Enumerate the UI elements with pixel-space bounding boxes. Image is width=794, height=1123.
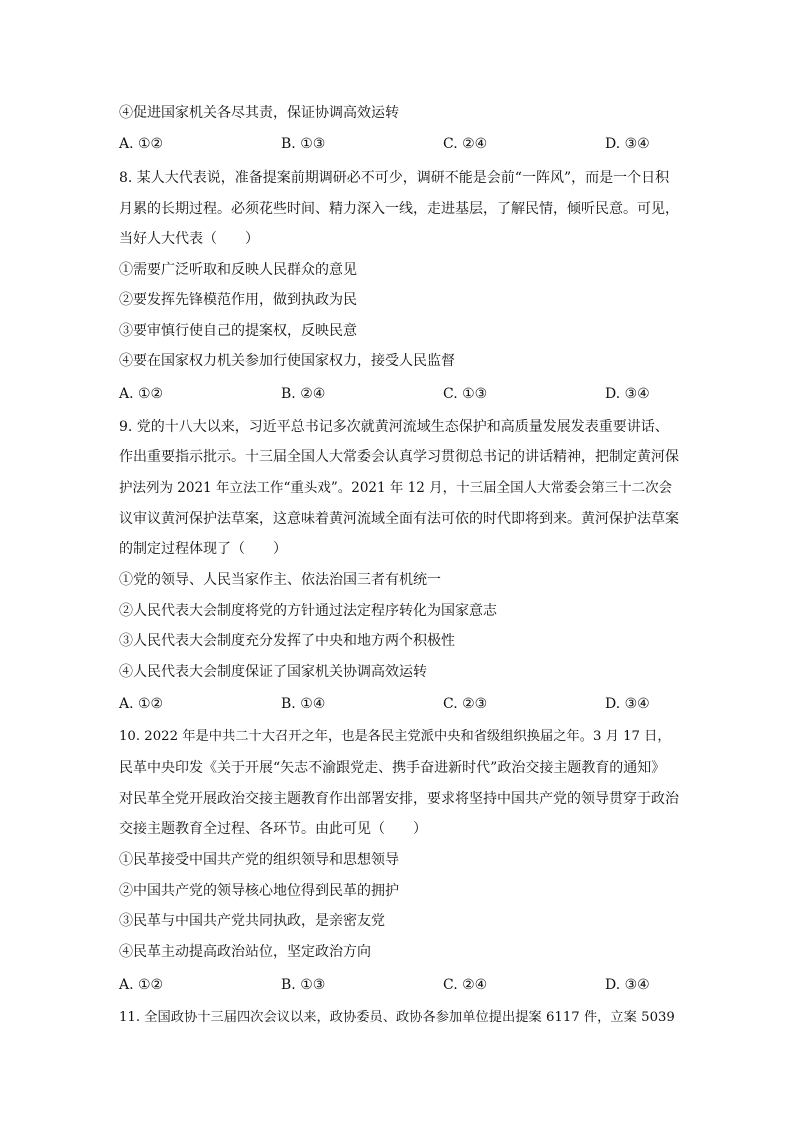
q11-stem-line-1: 11. 全国政协十三届四次会议以来，政协委员、政协各参加单位提出提案 6117 件，立案 5039 bbox=[119, 1010, 675, 1025]
q8-option-b: B. ②④ bbox=[281, 386, 326, 402]
q10-stem-line-4: 交接主题教育全过程、各环节。由此可见（ ） bbox=[119, 821, 427, 837]
q7-option-c: C. ②④ bbox=[443, 136, 488, 152]
q7-choice-4: ④促进国家机关各尽其责，保证协调高效运转 bbox=[119, 105, 399, 121]
q10-choice-2: ②中国共产党的领导核心地位得到民革的拥护 bbox=[119, 883, 399, 899]
q10-choice-1: ①民革接受中国共产党的组织领导和思想领导 bbox=[119, 852, 399, 868]
q8-choice-3: ③要审慎行使自己的提案权，反映民意 bbox=[119, 323, 357, 339]
q7-options bbox=[119, 134, 679, 154]
q10-choice-3: ③民革与中国共产党共同执政，是亲密友党 bbox=[119, 913, 385, 929]
q8-stem-line-1: 8. 某人大代表说，准备提案前期调研必不可少，调研不能是会前“一阵风”，而是一个日积 bbox=[119, 170, 670, 186]
q9-option-b: B. ①④ bbox=[281, 696, 326, 712]
q9-choice-3: ③人民代表大会制度充分发挥了中央和地方两个积极性 bbox=[119, 633, 455, 649]
q9-stem-line-5: 的制定过程体现了（ ） bbox=[119, 541, 287, 557]
q8-option-c: C. ①③ bbox=[443, 386, 488, 402]
q9-option-a: A. ①② bbox=[119, 696, 164, 712]
q10-stem-line-3: 对民革全党开展政治交接主题教育作出部署安排，要求将坚持中国共产党的领导贯穿于政治 bbox=[119, 791, 679, 807]
q9-stem-line-2: 作出重要指示批示。十三届全国人大常委会认真学习贯彻总书记的讲话精神，把制定黄河保 bbox=[119, 449, 679, 465]
q8-option-d: D. ③④ bbox=[605, 386, 650, 402]
q10-option-b: B. ①③ bbox=[281, 977, 326, 993]
q9-choice-1: ①党的领导、人民当家作主、依法治国三者有机统一 bbox=[119, 572, 441, 588]
q9-choice-2: ②人民代表大会制度将党的方针通过法定程序转化为国家意志 bbox=[119, 603, 497, 619]
q10-option-d: D. ③④ bbox=[605, 977, 650, 993]
q10-choice-4: ④民革主动提高政治站位，坚定政治方向 bbox=[119, 944, 371, 960]
q8-stem-line-3: 当好人大代表（ ） bbox=[119, 231, 259, 247]
q7-option-d: D. ③④ bbox=[605, 136, 650, 152]
q10-stem-line-1: 10. 2022 年是中共二十大召开之年，也是各民主党派中央和省级组织换届之年。3 月 17 日， bbox=[119, 729, 671, 744]
q9-stem-line-4: 议审议黄河保护法草案，这意味着黄河流域全面有法可依的时代即将到来。黄河保护法草案 bbox=[119, 511, 679, 527]
q7-option-a: A. ①② bbox=[119, 136, 164, 152]
q8-choice-1: ①需要广泛听取和反映人民群众的意见 bbox=[119, 262, 357, 278]
q9-stem-line-1: 9. 党的十八大以来，习近平总书记多次就黄河流域生态保护和高质量发展发表重要讲话、 bbox=[119, 419, 669, 435]
q10-options bbox=[119, 975, 679, 995]
q9-option-c: C. ②③ bbox=[443, 696, 488, 712]
q8-stem-line-2: 月累的长期过程。必须花些时间、精力深入一线，走进基层，了解民情，倾听民意。可见， bbox=[119, 201, 679, 217]
q9-stem-line-3: 护法列为 2021 年立法工作“重头戏”。2021 年 12 月，十三届全国人大常委会第三十二次会 bbox=[119, 480, 673, 496]
q10-option-a: A. ①② bbox=[119, 977, 164, 993]
q8-choice-2: ②要发挥先锋模范作用，做到执政为民 bbox=[119, 292, 357, 308]
q9-option-d: D. ③④ bbox=[605, 696, 650, 712]
q7-option-b: B. ①③ bbox=[281, 136, 326, 152]
q10-stem-line-2: 民革中央印发《关于开展“矢志不渝跟党走、携手奋进新时代”政治交接主题教育的通知》 bbox=[119, 760, 666, 776]
q8-option-a: A. ①② bbox=[119, 386, 164, 402]
q10-option-c: C. ②④ bbox=[443, 977, 488, 993]
q9-options bbox=[119, 694, 679, 714]
q8-choice-4: ④要在国家权力机关参加行使国家权力，接受人民监督 bbox=[119, 353, 455, 369]
q8-options bbox=[119, 384, 679, 404]
q9-choice-4: ④人民代表大会制度保证了国家机关协调高效运转 bbox=[119, 664, 427, 680]
